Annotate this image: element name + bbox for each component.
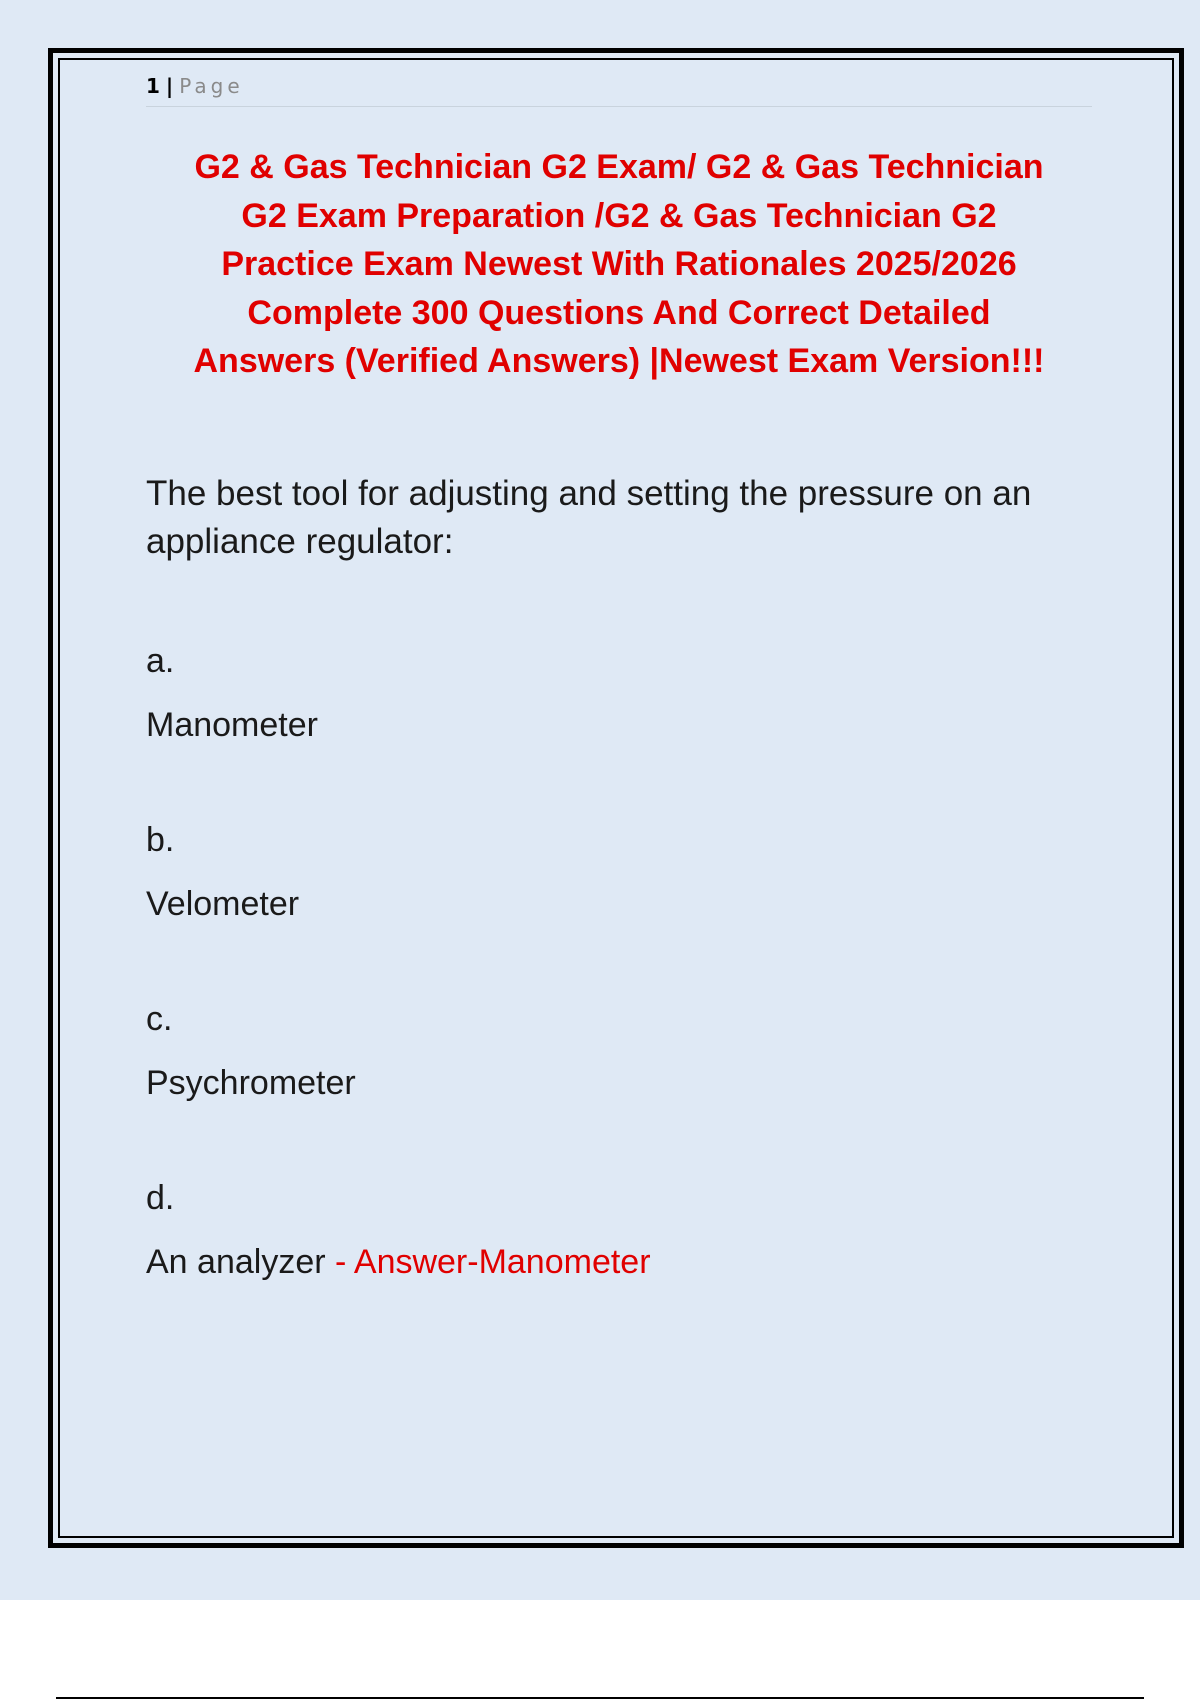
document-title: [146, 143, 1092, 386]
option-text-line: [146, 1242, 1092, 1282]
question-text: [146, 470, 1092, 566]
option-c: [146, 999, 1092, 1103]
page-header-separator: |: [165, 74, 174, 98]
page-content: [146, 70, 1092, 1282]
option-letter: b.: [146, 820, 175, 859]
answer-text: - Answer-Manometer: [325, 1242, 651, 1281]
title-line: G2 Exam Preparation /G2 & Gas Technician G2: [241, 196, 997, 235]
option-text: Psychrometer: [146, 1063, 356, 1102]
option-text: An analyzer: [146, 1242, 326, 1281]
option-d: [146, 1178, 1092, 1282]
option-text: Velometer: [146, 884, 300, 923]
question-line: appliance regulator:: [146, 521, 454, 561]
option-text: Manometer: [146, 705, 318, 744]
option-letter: c.: [146, 999, 173, 1038]
option-a: [146, 641, 1092, 745]
option-b: [146, 820, 1092, 924]
option-letter: a.: [146, 641, 175, 680]
question-line: The best tool for adjusting and setting the pressure on an: [146, 473, 1032, 513]
page-word: Page: [179, 74, 244, 98]
title-line: G2 & Gas Technician G2 Exam/ G2 & Gas Technician: [194, 148, 1044, 186]
option-letter: d.: [146, 1178, 175, 1217]
footer-divider: [56, 1697, 1144, 1699]
page-header: [146, 70, 1092, 107]
title-line: Answers (Verified Answers) |Newest Exam Version!!!: [193, 342, 1045, 380]
title-line: Complete 300 Questions And Correct Detailed: [247, 293, 991, 332]
page-number: 1: [146, 74, 160, 98]
title-line: Practice Exam Newest With Rationales 2025/2026: [221, 245, 1017, 283]
